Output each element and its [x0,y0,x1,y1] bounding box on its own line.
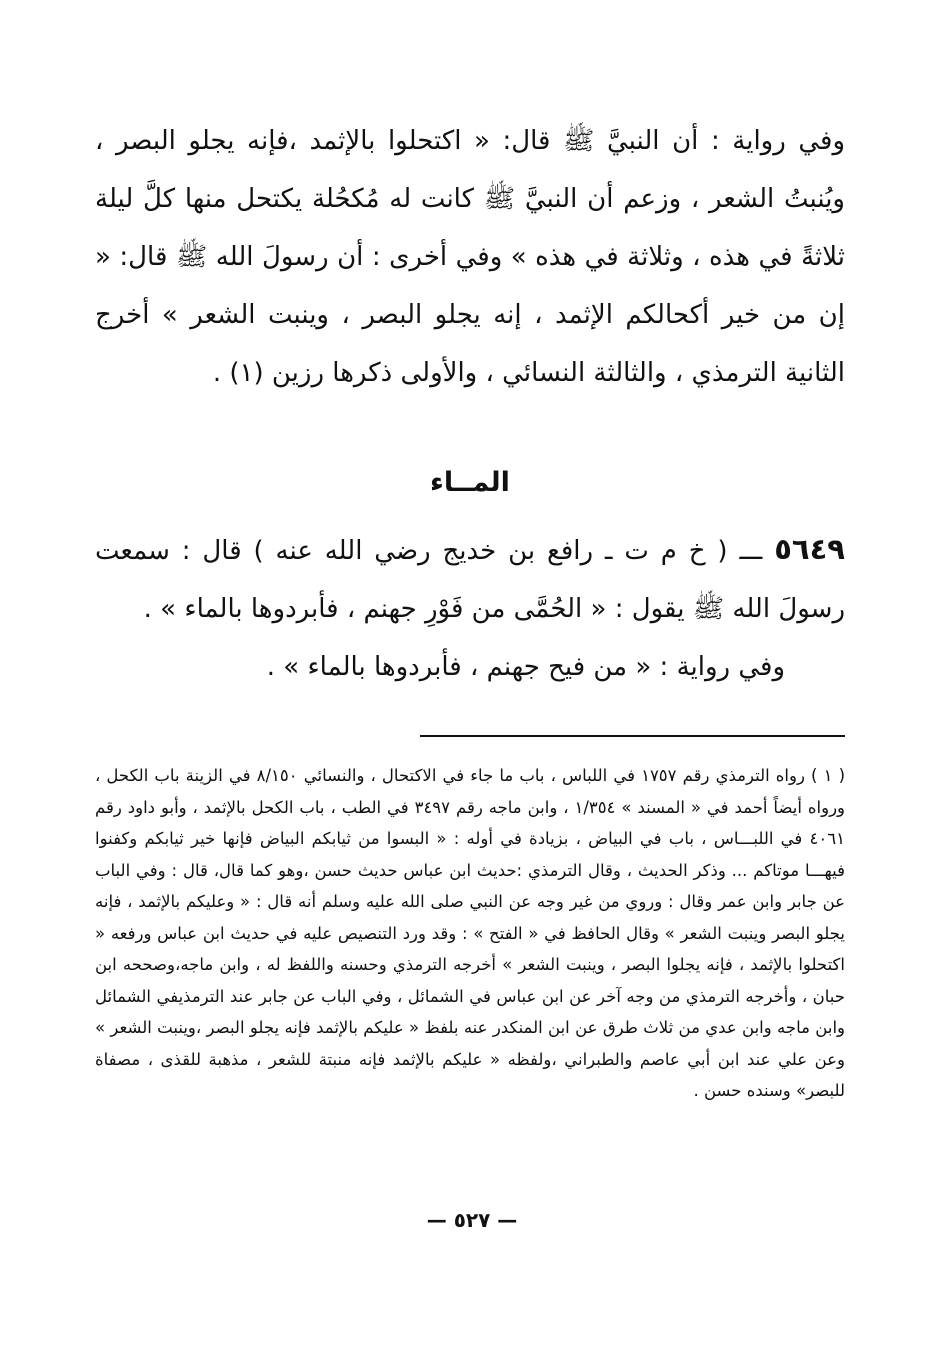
main-text-block [95,112,845,402]
footnotes-block [95,760,845,1107]
hadith-body: ـــ ( خ م ت ـ رافع بن خديج رضي الله عنه ) قال : سمعت رسولَ الله ﷺ يقول : « الحُمَّى من فَوْرِ جهنم ، فأبردوها بالماء » . [95,536,845,624]
section-heading: المــاء [430,467,510,498]
hadith-text [95,520,845,638]
footnote-1: ( ١ ) رواه الترمذي رقم ١٧٥٧ في اللباس ، باب ما جاء في الاكتحال ، والنسائي ٨/١٥٠ في الزينة باب الكحل ، ورواه أيضاً أحمد في « المسند » ١/٣٥٤ ، وابن ماجه رقم ٣٤٩٧ في الطب ، باب الكحل بالإثمد ، وأبو داود رقم ٤٠٦١ في اللبـــاس ، باب في البياض ، بزيادة في أوله : « البسوا من ثيابكم البياض فإنها خير ثيابكم وكفنوا فيهـــا موتاكم ... وذكر الحديث ، وقال الترمذي :حديث ابن عباس حديث حسن ،وهو كما قال، قال : وفي الباب عن جابر وابن عمر وقال : وروي من غير وجه عن النبي صلى الله عليه وسلم أنه قال : « وعليكم بالإثمد ، فإنه يجلو البصر وينبت الشعر » وقال الحافظ في « الفتح » : وقد ورد التنصيص عليه في حديث ابن عباس ورفعه « اكتحلوا بالإثمد ، فإنه يجلوا البصر ، وينبت الشعر » أخرجه الترمذي وحسنه واللفظ له ، وابن ماجه،وصححه ابن حبان ، وأخرجه الترمذي من وجه آخر عن ابن عباس في الشمائل ، وفي الباب عن جابر عند الترمذيفي الشمائل وابن ماجه وابن عدي من ثلاث طرق عن ابن المنكدر عنه بلفظ « عليكم بالإثمد فإنه يجلو البصر ،وينبت الشعر » وعن علي عند ابن أبي عاصم والطبراني ،ولفظه « عليكم بالإثمد فإنه منبتة للشعر ، مذهبة للقذى ، مصفاة للبصر» وسنده حسن . [95,766,846,1100]
hadith-block [95,520,845,696]
hadith-variant-narration: وفي رواية : « من فيح جهنم ، فأبردوها بالماء » . [266,652,785,682]
narration-paragraph: وفي رواية : أن النبيَّ ﷺ قال: « اكتحلوا بالإثمد ،فإنه يجلو البصر ، ويُنبتُ الشعر ، وزعم أن النبيَّ ﷺ كانت له مُكحُلة يكتحل منها كلَّ ليلة ثلاثةً في هذه ، وثلاثة في هذه » وفي أخرى : أن رسولَ الله ﷺ قال: « إن من خير أكحالكم الإثمد ، إنه يجلو البصر ، وينبت الشعر » أخرج الثانية الترمذي ، والثالثة النسائي ، والأولى ذكرها رزين (١) . [95,126,845,388]
hadith-number: ٥٦٤٩ [774,532,845,566]
page-number: — ٥٢٧ — [426,1208,518,1232]
footnote-separator [420,735,845,737]
